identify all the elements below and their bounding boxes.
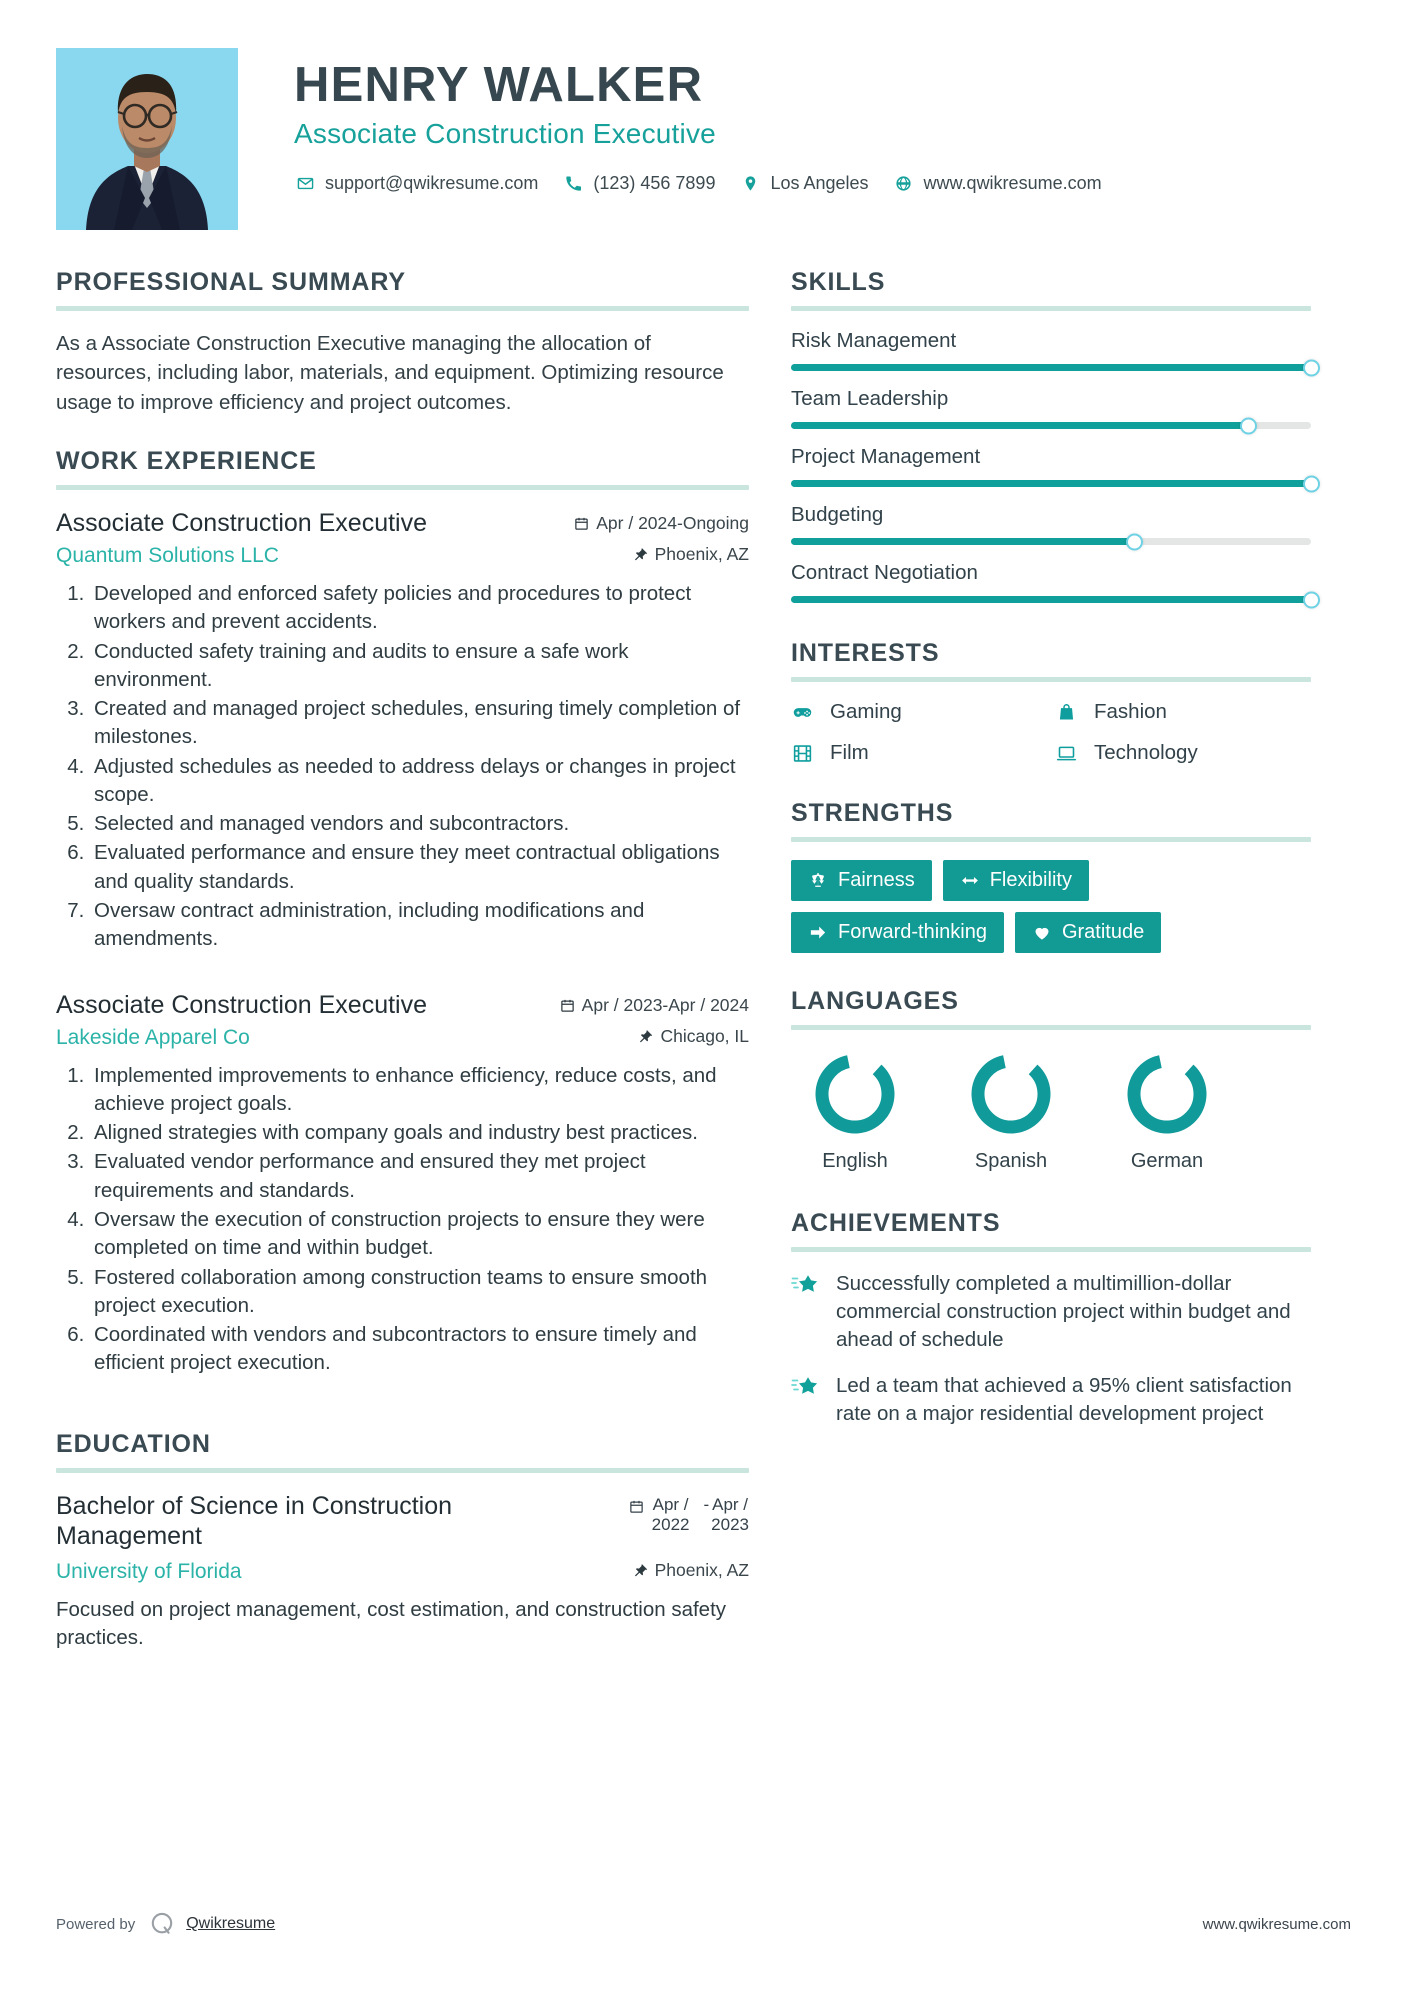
contact-phone-value: (123) 456 7899: [593, 172, 716, 193]
list-item: 3. Created and managed project schedules, ensuring timely completion of milestones.: [90, 695, 749, 752]
interest-label: Technology: [1094, 741, 1198, 764]
work-company: Quantum Solutions LLC: [56, 543, 279, 567]
language-label: English: [822, 1150, 888, 1172]
envelope-icon: [294, 172, 316, 194]
skill-label: Budgeting: [791, 503, 884, 526]
education-date-separator: -: [703, 1494, 710, 1514]
interests-grid: [791, 700, 1311, 765]
education-location: [633, 1560, 749, 1581]
skill-bar-knob[interactable]: [1303, 475, 1320, 492]
work-location-value: Chicago, IL: [660, 1025, 749, 1046]
skill-bar[interactable]: [791, 422, 1311, 429]
section-strengths: [791, 799, 1311, 953]
work-location: [633, 544, 749, 565]
resume-body: [0, 230, 1407, 1653]
strength-label: Fairness: [838, 869, 915, 891]
pushpin-icon: [638, 1029, 653, 1044]
pushpin-icon: [633, 547, 648, 562]
languages-row: [791, 1048, 1311, 1173]
work-location: [638, 1026, 749, 1047]
heart-icon: [1032, 923, 1052, 942]
section-heading-achievements: ACHIEVEMENTS: [791, 1209, 1001, 1237]
list-item: 6. Evaluated performance and ensure they meet contractual obligations and quality standards.: [90, 839, 749, 896]
interest-label: Gaming: [830, 700, 902, 723]
left-column: [56, 268, 791, 1653]
language-label: German: [1130, 1150, 1204, 1172]
summary-text: As a Associate Construction Executive managing the allocation of resources, including labor, materials, and equipment. Optimizing resource usage to improve efficiency and project outcomes.: [56, 332, 724, 414]
calendar-icon: [574, 516, 589, 531]
pushpin-icon: [633, 1563, 648, 1578]
phone-icon: [562, 172, 584, 194]
section-heading-languages: LANGUAGES: [791, 987, 959, 1015]
education-start-month: Apr /: [652, 1494, 689, 1514]
skill-bar-fill: [791, 596, 1311, 603]
gamepad-icon: [791, 700, 819, 724]
scales-icon: [808, 871, 828, 890]
list-item: 3. Evaluated vendor performance and ensured they met project requirements and standards.: [90, 1148, 749, 1205]
list-item: 1. Developed and enforced safety policies and procedures to protect workers and prevent accidents.: [90, 580, 749, 637]
shooting-star-icon: [791, 1375, 825, 1401]
powered-by-block: [56, 1910, 275, 1938]
skill-bar-fill: [791, 480, 1311, 487]
contact-website-value: www.qwikresume.com: [923, 172, 1102, 193]
achievement-item: [791, 1372, 1311, 1428]
list-item: 2. Conducted safety training and audits to ensure a safe work environment.: [90, 638, 749, 695]
page-footer: [56, 1910, 1351, 1938]
calendar-icon: [560, 998, 575, 1013]
section-heading-summary: PROFESSIONAL SUMMARY: [56, 268, 406, 296]
language-item-english: [801, 1048, 909, 1173]
section-achievements: [791, 1209, 1311, 1428]
footer-url[interactable]: www.qwikresume.com: [1202, 1915, 1351, 1933]
work-role: Associate Construction Executive: [56, 508, 428, 537]
skill-bar[interactable]: [791, 538, 1311, 545]
skill-item: [791, 503, 1311, 545]
section-divider: [56, 485, 749, 490]
powered-by-label: Powered by: [56, 1915, 136, 1933]
work-company: Lakeside Apparel Co: [56, 1025, 250, 1049]
map-pin-icon: [739, 172, 761, 194]
skill-item: [791, 387, 1311, 429]
education-start-date: [652, 1495, 690, 1535]
section-heading-interests: INTERESTS: [791, 639, 940, 667]
contact-email[interactable]: [294, 172, 538, 194]
section-education: [56, 1430, 749, 1653]
section-interests: [791, 639, 1311, 765]
list-item: 2. Aligned strategies with company goals and industry best practices.: [90, 1119, 749, 1147]
skill-bar[interactable]: [791, 596, 1311, 603]
interest-item-film: [791, 741, 1047, 765]
section-professional-summary: [56, 268, 749, 417]
section-heading-work: WORK EXPERIENCE: [56, 446, 317, 475]
list-item: 7. Oversaw contract administration, including modifications and amendments.: [90, 897, 749, 954]
work-entry: [56, 508, 749, 954]
arrow-right-icon: [808, 923, 828, 942]
strength-chip-fairness: [791, 860, 932, 901]
section-divider: [791, 1247, 1311, 1252]
contact-email-value: support@qwikresume.com: [325, 172, 539, 193]
skill-bar[interactable]: [791, 364, 1311, 371]
education-description: Focused on project management, cost estimation, and construction safety practices.: [56, 1597, 727, 1650]
work-bullets: [56, 1062, 749, 1378]
skill-bar-knob[interactable]: [1303, 359, 1320, 376]
laptop-icon: [1055, 741, 1083, 765]
contact-website[interactable]: [893, 172, 1102, 194]
skill-item: [791, 329, 1311, 371]
achievement-text: Successfully completed a multimillion-dollar commercial construction project within budget and ahead of schedule: [836, 1272, 1291, 1352]
section-divider: [791, 1025, 1311, 1030]
section-skills: [791, 268, 1311, 603]
film-strip-icon: [791, 741, 819, 765]
section-heading-education: EDUCATION: [56, 1429, 211, 1458]
resume-header: [0, 0, 1407, 230]
work-dates-value: Apr / 2023-Apr / 2024: [581, 994, 749, 1015]
skill-label: Risk Management: [791, 329, 957, 352]
work-dates: [574, 513, 749, 534]
language-item-spanish: [957, 1048, 1065, 1173]
list-item: 1. Implemented improvements to enhance efficiency, reduce costs, and achieve project goals.: [90, 1062, 749, 1119]
skill-bar[interactable]: [791, 480, 1311, 487]
strength-chip-forward-thinking: [791, 912, 1004, 953]
education-entry: [56, 1491, 749, 1653]
right-column: [791, 268, 1311, 1446]
strength-chip-flexibility: [943, 860, 1089, 901]
header-text-block: [238, 48, 1351, 194]
skill-bar-fill: [791, 422, 1249, 429]
skill-bar-fill: [791, 364, 1311, 371]
list-item: 5. Fostered collaboration among construction teams to ensure smooth project execution.: [90, 1264, 749, 1321]
skill-bar-knob[interactable]: [1240, 417, 1257, 434]
section-divider: [791, 837, 1311, 842]
section-divider: [791, 677, 1311, 682]
work-dates-value: Apr / 2024-Ongoing: [596, 512, 749, 533]
section-work-experience: [56, 447, 749, 1378]
language-donut: [809, 1048, 901, 1140]
achievement-item: [791, 1270, 1311, 1354]
strength-label: Gratitude: [1061, 921, 1145, 943]
skill-item: [791, 445, 1311, 487]
work-location-value: Phoenix, AZ: [654, 543, 749, 564]
skill-label: Contract Negotiation: [791, 561, 978, 584]
education-start-year: 2022: [651, 1514, 690, 1534]
list-item: 4. Oversaw the execution of construction projects to ensure they were completed on time and within budget.: [90, 1206, 749, 1263]
section-heading-skills: SKILLS: [791, 268, 886, 296]
handbag-icon: [1055, 700, 1083, 724]
strength-chip-gratitude: [1015, 912, 1161, 953]
contact-row: [294, 172, 1351, 194]
work-bullets: [56, 580, 749, 954]
section-divider: [56, 1468, 749, 1473]
list-item: 6. Coordinated with vendors and subcontractors to ensure timely and efficient project execution.: [90, 1321, 749, 1378]
skill-label: Project Management: [791, 445, 981, 468]
work-entry: [56, 990, 749, 1378]
profile-photo: [56, 48, 238, 230]
list-item: 4. Adjusted schedules as needed to address delays or changes in project scope.: [90, 753, 749, 810]
education-end-month: Apr /: [712, 1494, 749, 1514]
education-location-value: Phoenix, AZ: [654, 1559, 749, 1580]
skill-bar-knob[interactable]: [1303, 591, 1320, 608]
interest-label: Fashion: [1094, 700, 1167, 723]
skill-bar-fill: [791, 538, 1134, 545]
contact-location: [739, 172, 868, 194]
section-divider: [791, 306, 1311, 311]
globe-icon: [893, 172, 915, 194]
education-end-year: 2023: [711, 1514, 749, 1534]
contact-phone[interactable]: [562, 172, 715, 194]
interest-item-gaming: [791, 700, 1047, 724]
interest-label: Film: [830, 741, 869, 764]
interest-item-fashion: [1055, 700, 1311, 724]
strengths-list: [791, 860, 1311, 953]
education-end-date: [711, 1495, 749, 1535]
language-item-german: [1113, 1048, 1221, 1173]
strength-label: Flexibility: [989, 869, 1072, 891]
arrows-horizontal-icon: [960, 871, 980, 890]
shooting-star-icon: [791, 1273, 825, 1299]
work-role: Associate Construction Executive: [56, 990, 428, 1019]
section-heading-strengths: STRENGTHS: [791, 799, 954, 827]
education-dates: [629, 1491, 749, 1535]
qwikresume-logo-icon: [148, 1910, 176, 1938]
language-donut: [965, 1048, 1057, 1140]
interest-item-technology: [1055, 741, 1311, 765]
page-title: HENRY WALKER: [294, 58, 704, 112]
education-degree: Bachelor of Science in Construction Management: [56, 1491, 453, 1551]
qwikresume-brand-link[interactable]: Qwikresume: [186, 1915, 276, 1932]
calendar-icon: [629, 1499, 644, 1514]
list-item: 5. Selected and managed vendors and subcontractors.: [90, 810, 749, 838]
work-dates: [560, 995, 749, 1016]
skill-item: [791, 561, 1311, 603]
language-donut: [1121, 1048, 1213, 1140]
skill-label: Team Leadership: [791, 387, 949, 410]
skill-bar-knob[interactable]: [1126, 533, 1143, 550]
achievement-text: Led a team that achieved a 95% client satisfaction rate on a major residential development project: [836, 1374, 1292, 1426]
education-school: University of Florida: [56, 1559, 242, 1583]
header-job-title: Associate Construction Executive: [294, 118, 716, 150]
contact-location-value: Los Angeles: [770, 172, 869, 193]
strength-label: Forward-thinking: [838, 921, 987, 943]
section-languages: [791, 987, 1311, 1173]
section-divider: [56, 306, 749, 311]
language-label: Spanish: [974, 1150, 1048, 1172]
